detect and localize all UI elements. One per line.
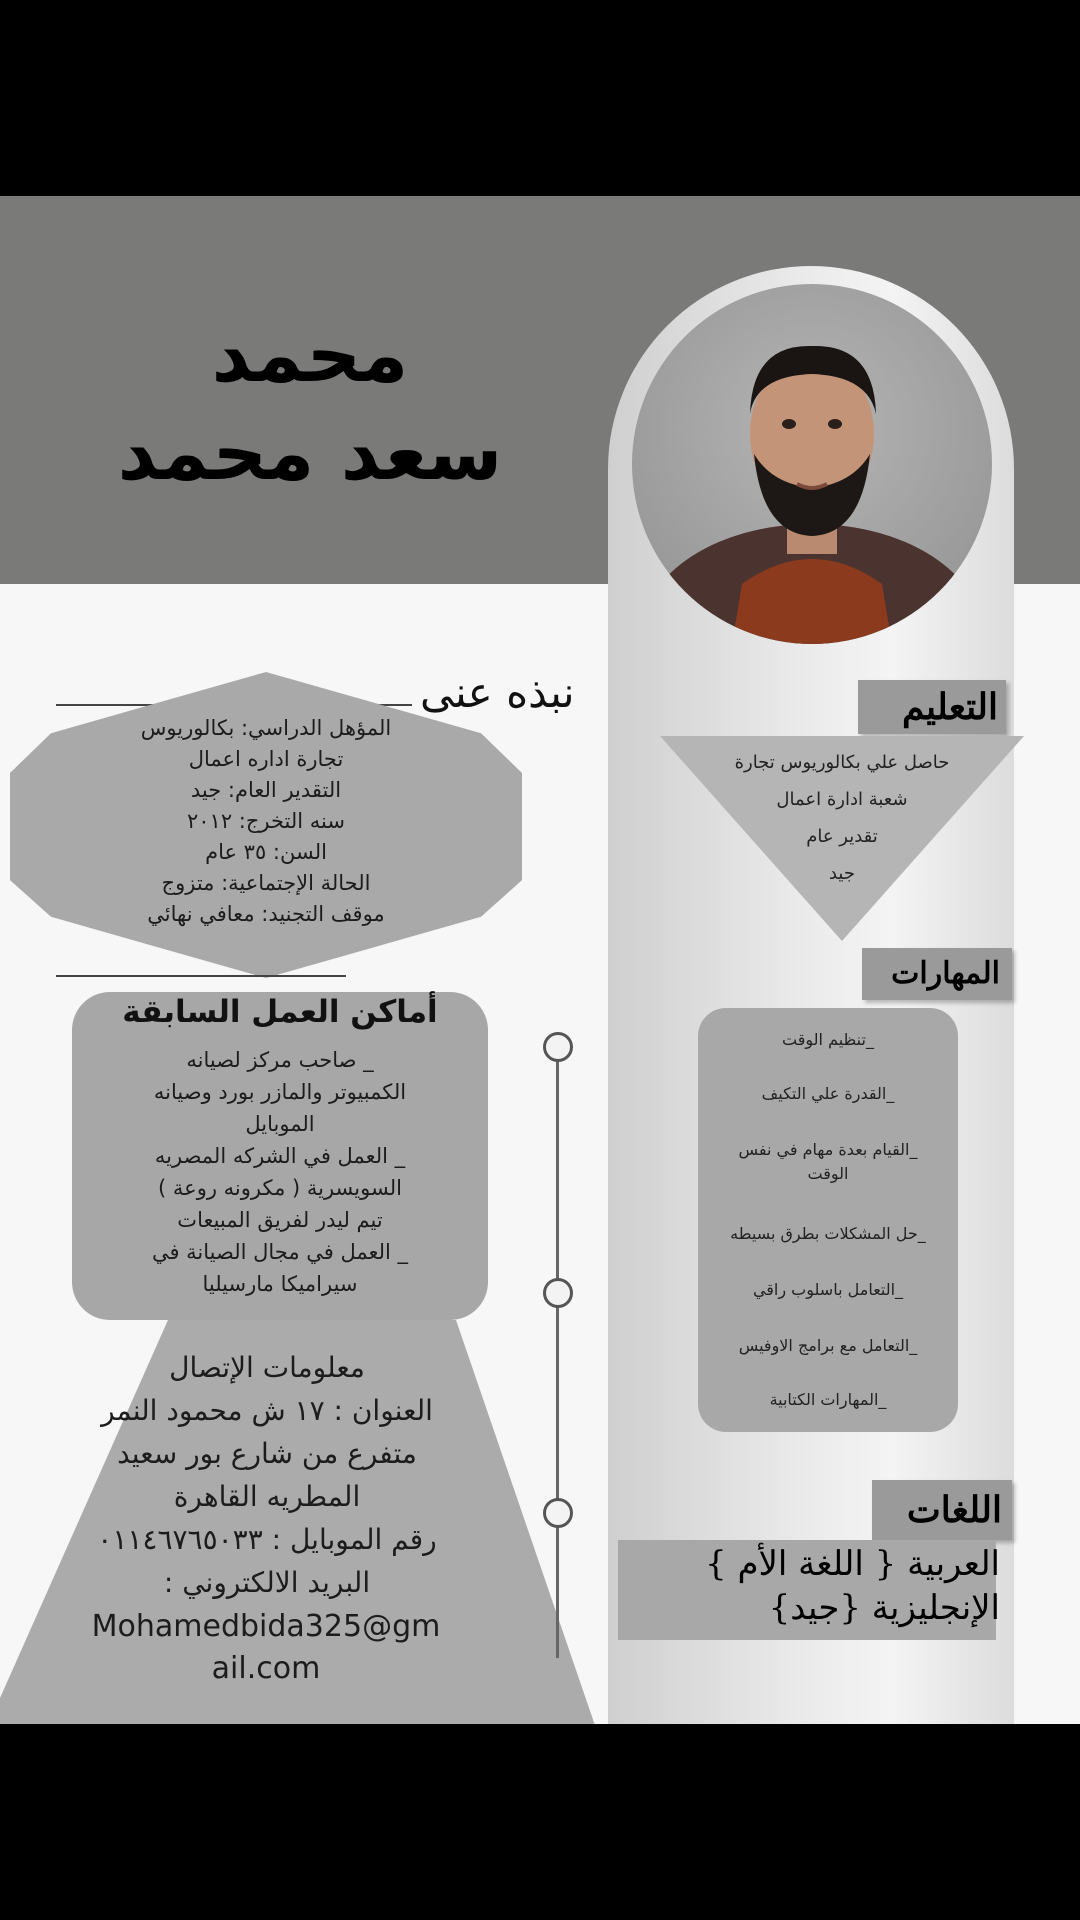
- contact-title: معلومات الإتصال: [169, 1351, 365, 1384]
- contact-line: العنوان : ١٧ ش محمود النمر: [101, 1394, 433, 1427]
- about-line: الحالة الإجتماعية: متزوج: [161, 871, 371, 895]
- work-line: الموبايل: [245, 1112, 315, 1136]
- contact-details: [62, 1346, 472, 1604]
- contact-line: البريد الالكتروني :: [163, 1566, 371, 1599]
- education-line: جيد: [828, 863, 855, 884]
- skill-item: _المهارات الكتابية: [769, 1390, 887, 1409]
- about-details: [10, 713, 522, 930]
- work-line: الكمبيوتر والمازر بورد وصيانه: [153, 1080, 407, 1104]
- about-line: التقدير العام: جيد: [190, 778, 342, 802]
- name-line-1: محمد: [211, 310, 409, 399]
- skill-item: _حل المشكلات بطرق بسيطه: [730, 1224, 926, 1243]
- timeline-dot: [543, 1278, 573, 1308]
- cv-page: [0, 196, 1080, 1724]
- skill-item: _القيام بعدة مهام في نفس الوقت: [738, 1140, 918, 1183]
- profile-photo: [632, 284, 992, 644]
- name-line-2: سعد محمد: [117, 408, 503, 497]
- person-name: [90, 306, 530, 502]
- contact-line: رقم الموبايل : ٠١١٤٦٧٦٥٠٣٣: [97, 1523, 437, 1556]
- email-line-1: Mohamedbida325@gm: [91, 1609, 441, 1644]
- timeline-dot: [543, 1498, 573, 1528]
- education-line: تقدير عام: [806, 826, 878, 847]
- languages-details: [622, 1542, 1000, 1630]
- about-line: المؤهل الدراسي: بكالوريوس: [140, 716, 392, 740]
- skill-item: _التعامل مع برامج الاوفيس: [738, 1336, 918, 1355]
- education-details: [680, 744, 1004, 892]
- about-line: سنه التخرج: ٢٠١٢: [186, 809, 345, 833]
- contact-line: المطريه القاهرة: [173, 1480, 361, 1513]
- language-line: العربية { اللغة الأم }: [705, 1544, 1000, 1584]
- about-divider-bottom: [56, 975, 346, 977]
- contact-line: متفرع من شارع بور سعيد: [117, 1437, 417, 1470]
- about-line: موقف التجنيد: معافي نهائي: [147, 902, 385, 926]
- work-line: _ صاحب مركز لصيانه: [186, 1048, 374, 1072]
- languages-title: اللغات: [872, 1480, 1012, 1540]
- language-line: الإنجليزية {جيد}: [768, 1588, 1000, 1628]
- person-illustration: [632, 284, 992, 644]
- about-line: تجارة اداره اعمال: [188, 747, 344, 771]
- skill-item: _تنظيم الوقت: [782, 1030, 874, 1049]
- education-line: حاصل علي بكالوريوس تجارة: [734, 752, 950, 773]
- about-line: السن: ٣٥ عام: [205, 840, 327, 864]
- work-title: أماكن العمل السابقة: [122, 994, 438, 1030]
- work-line: _ العمل في الشركه المصريه: [154, 1144, 406, 1168]
- skill-item: _التعامل باسلوب راقي: [752, 1280, 904, 1299]
- skill-item: _القدرة علي التكيف: [761, 1084, 895, 1103]
- education-title: التعليم: [858, 680, 1006, 734]
- work-line: سيراميكا مارسيليا: [202, 1272, 358, 1296]
- contact-email: [50, 1606, 482, 1690]
- email-line-2: ail.com: [211, 1651, 321, 1686]
- work-details: [90, 1044, 470, 1300]
- timeline-dot: [543, 1032, 573, 1062]
- timeline-line: [556, 1048, 559, 1658]
- work-line: _ العمل في مجال الصيانة في: [151, 1240, 409, 1264]
- work-line: تيم ليدر لفريق المبيعات: [177, 1208, 383, 1232]
- about-title: نبذه عنى: [420, 668, 575, 717]
- skills-box: [698, 1008, 958, 1432]
- education-line: شعبة ادارة اعمال: [776, 789, 908, 810]
- work-line: السويسرية ( مكرونه روعة ): [158, 1176, 402, 1200]
- skills-title: المهارات: [862, 948, 1012, 1000]
